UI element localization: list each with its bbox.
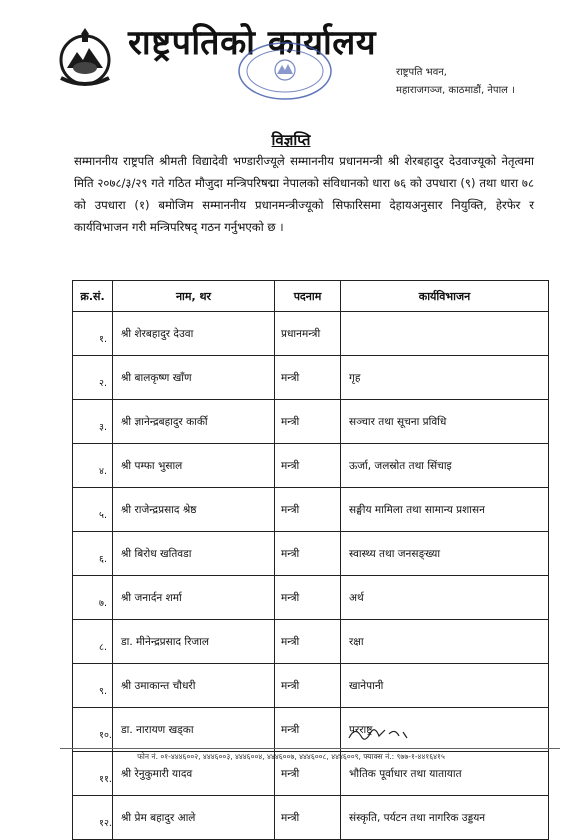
cell-post: मन्त्री xyxy=(275,752,341,796)
office-seal-stamp xyxy=(235,40,335,102)
cell-serial: ४. xyxy=(73,444,113,488)
header-portfolio: कार्यविभाजन xyxy=(341,281,549,312)
cell-name: श्री राजेन्द्रप्रसाद श्रेष्ठ xyxy=(113,488,275,532)
address-line-2: महाराजगञ्ज, काठमाडौं, नेपाल । xyxy=(396,85,515,96)
cell-serial: २. xyxy=(73,356,113,400)
cell-serial: ९. xyxy=(73,664,113,708)
cell-post: मन्त्री xyxy=(275,576,341,620)
cell-serial: ५. xyxy=(73,488,113,532)
cell-serial: ७. xyxy=(73,576,113,620)
cell-serial: १. xyxy=(73,312,113,356)
cell-name: श्री उमाकान्त चौधरी xyxy=(113,664,275,708)
cell-name: श्री जनार्दन शर्मा xyxy=(113,576,275,620)
cell-post: मन्त्री xyxy=(275,356,341,400)
table-row xyxy=(73,664,549,708)
footer-contact: फोन नं. ०१-४४४६००२, ४४४६००३, ४४४६००४, ४४४६००७, ४४४६००८, ४४४६००९, फ्याक्स नं.: ९७७-१-४४१६४१५ xyxy=(137,752,445,761)
table-row xyxy=(73,796,549,840)
address-line-1: राष्ट्रपति भवन, xyxy=(396,67,447,78)
cell-post: मन्त्री xyxy=(275,796,341,840)
cell-name: श्री ज्ञानेन्द्रबहादुर कार्की xyxy=(113,400,275,444)
cell-name: श्री बिरोध खतिवडा xyxy=(113,532,275,576)
cell-post: मन्त्री xyxy=(275,488,341,532)
cell-portfolio: संस्कृति, पर्यटन तथा नागरिक उड्डयन xyxy=(341,796,549,840)
table-row xyxy=(73,312,549,356)
header-serial: क्र.सं. xyxy=(73,281,113,312)
header-name: नाम, थर xyxy=(113,281,275,312)
cell-portfolio: स्वास्थ्य तथा जनसङ्ख्या xyxy=(341,532,549,576)
table-row xyxy=(73,620,549,664)
footer-divider xyxy=(60,748,560,749)
cell-portfolio: परराष्ट्र xyxy=(341,708,549,752)
table-row xyxy=(73,444,549,488)
cell-post: प्रधानमन्त्री xyxy=(275,312,341,356)
cell-post: मन्त्री xyxy=(275,620,341,664)
cell-serial: ८. xyxy=(73,620,113,664)
cell-post: मन्त्री xyxy=(275,708,341,752)
cell-portfolio: खानेपानी xyxy=(341,664,549,708)
nepal-emblem-icon xyxy=(55,28,115,88)
cell-name: श्री बालकृष्ण खाँण xyxy=(113,356,275,400)
notice-body: सम्माननीय राष्ट्रपति श्रीमती विद्यादेवी भण्डारीज्यूले सम्माननीय प्रधानमन्त्री श्री शेरबहादुर देउवाज्यूको नेतृत्वमा मिति २०७८/३/२९ गते गठित मौजुदा मन्त्रिपरिषद्मा नेपालको संविधानको धारा ७६ को उपधारा (९) तथा धारा ७८ को उपधारा (१) बमोजिम सम्माननीय प्रधानमन्त्रीज्यूको सिफारिसमा देहायअनुसार नियुक्ति, हेरफेर र कार्यविभाजन गरी मन्त्रिपरिषद् गठन गर्नुभएको छ । xyxy=(74,154,534,234)
handwritten-signature xyxy=(345,722,415,746)
cell-portfolio: अर्थ xyxy=(341,576,549,620)
table-row xyxy=(73,576,549,620)
cell-name: श्री रेनुकुमारी यादव xyxy=(113,752,275,796)
cell-portfolio xyxy=(341,312,549,356)
cell-post: मन्त्री xyxy=(275,532,341,576)
cell-portfolio: रक्षा xyxy=(341,620,549,664)
cell-portfolio: सङ्घीय मामिला तथा सामान्य प्रशासन xyxy=(341,488,549,532)
cell-portfolio: सञ्चार तथा सूचना प्रविधि xyxy=(341,400,549,444)
cell-serial: १०. xyxy=(73,708,113,752)
table-row xyxy=(73,400,549,444)
table-row xyxy=(73,532,549,576)
cell-portfolio: गृह xyxy=(341,356,549,400)
cell-post: मन्त्री xyxy=(275,400,341,444)
cell-name: श्री प्रेम बहादुर आले xyxy=(113,796,275,840)
cell-post: मन्त्री xyxy=(275,444,341,488)
cell-serial: ११. xyxy=(73,752,113,796)
cell-post: मन्त्री xyxy=(275,664,341,708)
cell-name: श्री शेरबहादुर देउवा xyxy=(113,312,275,356)
table-row xyxy=(73,708,549,752)
cell-name: श्री पम्फा भुसाल xyxy=(113,444,275,488)
cell-portfolio: ऊर्जा, जलस्रोत तथा सिंचाइ xyxy=(341,444,549,488)
table-row xyxy=(73,356,549,400)
notice-title: विज्ञप्ति xyxy=(271,131,311,149)
cell-name: डा. मीनेन्द्रप्रसाद रिजाल xyxy=(113,620,275,664)
cell-portfolio: भौतिक पूर्वाधार तथा यातायात xyxy=(341,752,549,796)
cell-serial: १२. xyxy=(73,796,113,840)
cell-serial: ६. xyxy=(73,532,113,576)
table-header-row xyxy=(73,281,549,312)
office-title: राष्ट्रपतिको कार्यालय xyxy=(128,23,377,63)
header-post: पदनाम xyxy=(275,281,341,312)
office-address xyxy=(396,64,515,100)
cell-serial: ३. xyxy=(73,400,113,444)
cell-name: डा. नारायण खड्का xyxy=(113,708,275,752)
table-row xyxy=(73,488,549,532)
